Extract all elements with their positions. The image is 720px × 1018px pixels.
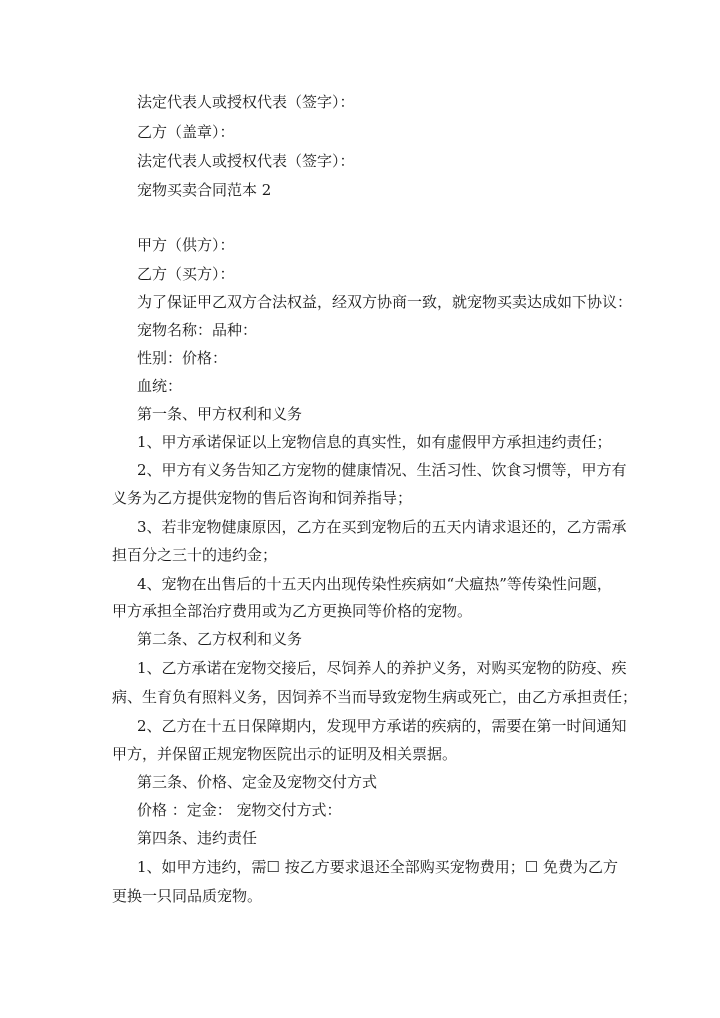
pet-name-breed-line: 宠物名称：品种： bbox=[137, 321, 258, 339]
article-1-clause-3-cont: 担百分之三十的违约金； bbox=[112, 546, 278, 564]
signature-line-party-a-representative: 法定代表人或授权代表（签字）： bbox=[137, 93, 355, 111]
article-4-clause-1-cont: 更换一只同品质宠物。 bbox=[112, 887, 263, 905]
article-1-clause-2-cont: 义务为乙方提供宠物的售后咨询和饲养指导； bbox=[112, 489, 413, 507]
contract-title: 宠物买卖合同范本 2 bbox=[137, 181, 272, 199]
article-3-heading: 第三条、价格、定金及宠物交付方式 bbox=[137, 773, 378, 791]
article-1-clause-3: 3、若非宠物健康原因，乙方在买到宠物后的五天内请求退还的，乙方需承 bbox=[137, 518, 627, 536]
article-2-heading: 第二条、乙方权利和义务 bbox=[137, 630, 303, 648]
party-a-supplier-line: 甲方（供方）： bbox=[137, 236, 235, 254]
article-1-clause-4: 4、宠物在出售后的十五天内出现传染性疾病如“犬瘟热”等传染性问题， bbox=[137, 575, 612, 593]
price-deposit-delivery-line: 价格 ：定金： 宠物交付方式： bbox=[137, 801, 342, 819]
party-b-seal-line: 乙方（盖章）： bbox=[137, 123, 235, 141]
preamble-paragraph: 为了保证甲乙双方合法权益，经双方协商一致，就宠物买卖达成如下协议： bbox=[137, 293, 633, 311]
article-2-clause-2: 2、乙方在十五日保障期内，发现甲方承诺的疾病的，需要在第一时间通知 bbox=[137, 717, 627, 735]
gender-price-line: 性别：价格： bbox=[137, 349, 228, 367]
article-2-clause-1: 1、乙方承诺在宠物交接后，尽饲养人的养护义务，对购买宠物的防疫、疾 bbox=[137, 659, 627, 677]
article-1-clause-2: 2、甲方有义务告知乙方宠物的健康情况、生活习性、饮食习惯等，甲方有 bbox=[137, 461, 627, 479]
bloodline-line: 血统： bbox=[137, 377, 183, 395]
article-2-clause-2-cont: 甲方，并保留正规宠物医院出示的证明及相关票据。 bbox=[112, 745, 458, 763]
article-4-clause-1: 1、如甲方违约，需☐ 按乙方要求退还全部购买宠物费用；☐ 免费为乙方 bbox=[137, 858, 618, 876]
article-4-heading: 第四条、违约责任 bbox=[137, 829, 258, 847]
article-1-clause-1: 1、甲方承诺保证以上宠物信息的真实性，如有虚假甲方承担违约责任； bbox=[137, 433, 612, 451]
article-2-clause-1-cont: 病、生育负有照料义务，因饲养不当而导致宠物生病或死亡，由乙方承担责任； bbox=[112, 688, 638, 706]
party-b-buyer-line: 乙方（买方）： bbox=[137, 265, 235, 283]
article-1-heading: 第一条、甲方权利和义务 bbox=[137, 405, 303, 423]
signature-line-party-b-representative: 法定代表人或授权代表（签字）： bbox=[137, 152, 355, 170]
article-1-clause-4-cont: 甲方承担全部治疗费用或为乙方更换同等价格的宠物。 bbox=[112, 602, 473, 620]
